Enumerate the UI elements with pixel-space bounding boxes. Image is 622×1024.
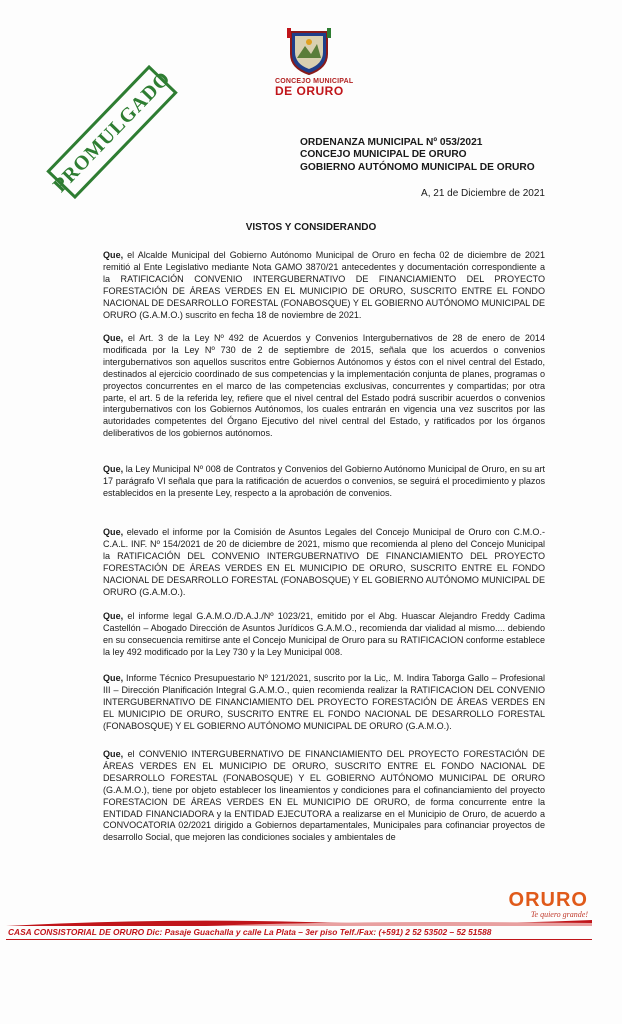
paragraph-text: el Alcalde Municipal del Gobierno Autónomo Municipal de Oruro en fecha 02 de diciembre de 2021 remitió al Ente Legislativo mediante Nota GAMO 3870/21 antecedentes y documentación correspondiente a la RATIFICACIÓN CONVENIO INTERGUBERNATIVO DE FINANCIAMIENTO DEL PROYECTO FORESTACIÓN DE ÁREAS VERDES EN EL MUNICIPIO DE ORURO, SUSCRITO ENTRE EL FONDO NACIONAL DE DESARROLLO FORESTAL (FONABOSQUE) Y EL GOBIERNO AUTÓNOMO MUNICIPAL DE ORURO (G.A.M.O.) suscrito en fecha 18 de noviembre de 2021. [103, 250, 545, 320]
paragraph-text: Informe Técnico Presupuestario Nº 121/2021, suscrito por la Lic,. M. Indira Taborga Gallo – Profesional III – Dirección Planificación Integral G.A.M.O., quien recomienda realizar la RATIFICACION DEL CONVENIO INTERGUBERNATIVO DE FINANCIAMIENTO DEL PROYECTO FORESTACIÓN DE ÁREAS VERDES EN EL MUNICIPIO DE ORURO, SUSCRITO ENTRE EL FONDO NACIONAL DE DESARROLLO FORESTAL (FONABOSQUE) Y EL GOBIERNO AUTÓNOMO MUNICIPAL DE ORURO (G.A.M.O.). [103, 673, 545, 731]
council-name: CONCEJO MUNICIPAL DE ORURO [300, 149, 467, 161]
footer-divider [6, 939, 592, 940]
paragraph-lead: Que, [103, 611, 124, 621]
oruro-footer-logo [509, 890, 588, 919]
paragraph-text: elevado el informe por la Comisión de Asuntos Legales del Concejo Municipal de Oruro con C.M.O.- C.A.L. INF. Nº 154/2021 de 20 de diciembre de 2021, mismo que recomienda al pleno del Concejo Municipal la RATIFICACIÓN DEL CONVENIO INTERGUBERNATIVO DE FINANCIAMIENTO DEL PROYECTO FORESTACIÓN DE ÁREAS VERDES EN EL MUNICIPIO DE ORURO, SUSCRITO ENTRE EL FONDO NACIONAL DE DESARROLLO FORESTAL (FONABOSQUE) Y EL GOBIERNO AUTÓNOMO MUNICIPAL DE ORURO (G.A.M.O.). [103, 527, 545, 597]
paragraph-lead: Que, [103, 673, 124, 683]
paragraph-4 [103, 527, 545, 598]
paragraph-lead: Que, [103, 464, 124, 474]
footer-logo-title: ORURO [508, 889, 588, 911]
stamp-text: PROMULGADO [48, 66, 175, 197]
logo-subtitle: CONCEJO MUNICIPAL [275, 78, 354, 85]
paragraph-3 [103, 464, 545, 500]
government-name: GOBIERNO AUTÓNOMO MUNICIPAL DE ORURO [300, 161, 535, 173]
logo-title: DE ORURO [275, 84, 344, 98]
municipal-logo [275, 28, 354, 98]
ordinance-number: ORDENANZA MUNICIPAL Nº 053/2021 [300, 137, 483, 148]
paragraph-2 [103, 333, 545, 440]
paragraph-text: el Art. 3 de la Ley Nº 492 de Acuerdos y Convenios Intergubernativos de 28 de enero de 2014 modificada por la Ley Nº 730 de 2 de septiembre de 2015, señala que los acuerdos o convenios intergubernativos son aquellos suscritos entre Gobiernos Autónomos y éstos con el nivel central del Estado, destinados al ejercicio coordinado de sus competencias y la implementación conjunta de planes, programas o proyectos concurrentes en el marco de las competencias exclusivas, concurrentes y compartidas; por otra parte, el art. 5 de la referida ley, refiere que el nivel central del Estado podrá suscribir acuerdos o convenios intergubernativos con los Gobiernos Autónomos, los cuales entrarán en vigencia una vez suscritos por las autoridades competentes del Órgano Ejecutivo del nivel central del Estado, y ratificados por los órganos deliberativos de los gobiernos autónomos. [103, 333, 545, 439]
footer-logo-slogan: Te quiero grande! [530, 910, 588, 919]
footer-decorative-band [6, 918, 592, 926]
promulgado-stamp [46, 65, 178, 199]
paragraph-text: el CONVENIO INTERGUBERNATIVO DE FINANCIAMIENTO DEL PROYECTO FORESTACIÓN DE ÁREAS VERDES EN EL MUNICIPIO DE ORURO, SUSCRITO ENTRE EL FONDO NACIONAL DE DESARROLLO FORESTAL (FONABOSQUE) Y EL GOBIERNO AUTÓNOMO MUNICIPAL DE ORURO (G.A.M.O.), tiene por objeto establecer los lineamientos y condiciones para el cofinanciamiento del proyecto FORESTACION DE ÁREAS VERDES EN EL MUNICIPIO DE ORURO, de forma concurrente entre la ENTIDAD FINANCIADORA y la ENTIDAD EJECUTORA a realizarse en el Municipio de Oruro, de acuerdo a CONVOCATORIA 02/2021 dirigido a Gobiernos departamentales, Municipales para cofinanciar proyectos de desarrollo Social, que mejoren las condiciones sociales y ambientales de [103, 749, 545, 843]
paragraph-lead: Que, [103, 250, 124, 260]
paragraph-lead: Que, [103, 333, 124, 343]
paragraph-text: la Ley Municipal Nº 008 de Contratos y Convenios del Gobierno Autónomo Municipal de Oruro, en su art 17 parágrafo VI señala que para la ratificación de acuerdos o convenios, se seguirá el procedimiento y plazos establecidos en la presente Ley, respecto a la aprobación de convenios. [103, 464, 545, 498]
paragraph-lead: Que, [103, 527, 124, 537]
paragraph-7 [103, 749, 545, 844]
section-title: VISTOS Y CONSIDERANDO [245, 222, 377, 233]
document-heading [300, 137, 590, 174]
paragraph-1 [103, 250, 545, 321]
document-date: A, 21 de Diciembre de 2021 [421, 188, 545, 199]
coat-of-arms-icon [287, 28, 331, 76]
paragraph-6 [103, 673, 545, 733]
footer-address: CASA CONSISTORIAL DE ORURO Dic: Pasaje Guachalla y calle La Plata – 3er piso Telf./Fax: (+591) 2 52 53502 – 52 51588 [8, 927, 492, 937]
paragraph-5 [103, 611, 545, 659]
paragraph-text: el informe legal G.A.M.O./D.A.J./Nº 1023/21, emitido por el Abg. Huascar Alejandro Freddy Cadima Castellón – Abogado Dirección de Asuntos Jurídicos G.A.M.O., recomienda dar vialidad al mismo.... debiendo en su consecuencia remitirse ante el Concejo Municipal de Oruro para su RATIFICACION conforme establece la ley 492 modificado por la Ley 730 y la Ley Municipal 008. [103, 611, 545, 657]
paragraph-lead: Que, [103, 749, 124, 759]
